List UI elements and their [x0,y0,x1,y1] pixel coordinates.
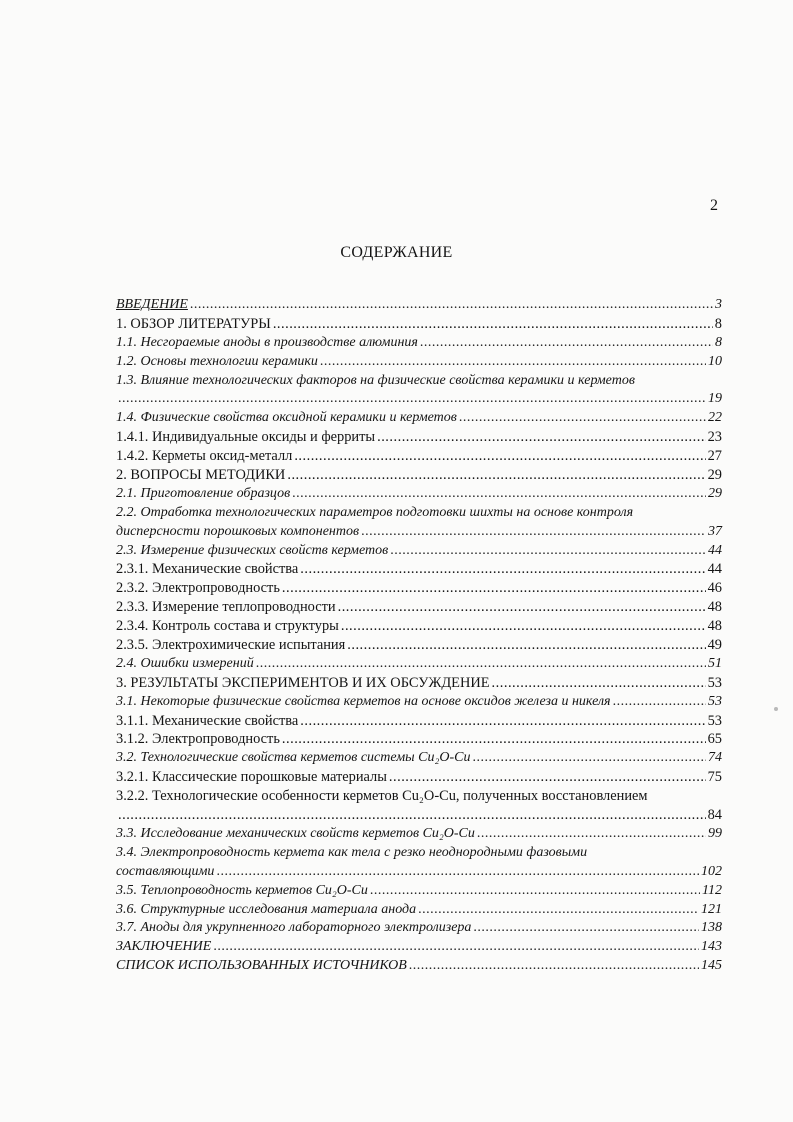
toc-entry-page: 75 [707,769,722,786]
toc-leader-dots [347,636,705,655]
toc-entry-label: ВВЕДЕНИЕ [116,297,188,312]
toc-leader-dots [292,485,706,504]
toc-leader-dots [338,598,706,617]
toc-entry-label: 2.3.4. Контроль состава и структуры [116,618,339,635]
toc-leader-dots [613,693,706,712]
toc-leader-dots [256,655,706,674]
toc-entry-page: 46 [707,580,722,597]
toc-entry-page: 22 [708,410,722,426]
page-number: 2 [710,197,718,214]
toc-entry [116,617,722,636]
toc-entry-label: 3.4. Электропроводность кермета как тела с резко неоднородными фазовыми [116,844,588,860]
toc-entry [116,844,722,863]
toc-entry-page: 143 [701,939,722,955]
toc-leader-dots [389,768,706,787]
toc-entry [116,315,722,334]
toc-entry [116,598,722,617]
toc-entry-label: 1. ОБЗОР ЛИТЕРАТУРЫ [116,315,271,332]
toc-leader-dots [118,390,706,409]
toc-leader-dots [118,806,706,825]
toc-entry [116,485,722,504]
toc-leader-dots [361,523,706,542]
toc-entry-page: 23 [707,429,722,446]
toc-entry [116,901,722,920]
toc-entry-label: 3.2. Технологические свойства керметов системы Cu₂O-Cu [116,750,471,766]
toc-entry-label: 2.3.2. Электропроводность [116,580,280,597]
toc-entry [116,825,722,844]
toc-entry-page: 29 [707,467,722,484]
toc-entry-label: 3.2.2. Технологические особенности керметов Cu₂O-Cu, полученных восстановлением [116,788,648,805]
toc-entry [116,863,722,882]
toc-leader-dots [273,315,713,334]
toc-entry [116,353,722,372]
toc-entry-label: 2.3. Измерение физических свойств керметов [116,542,389,558]
toc-entry-page: 84 [707,807,722,824]
toc-entry [116,466,722,485]
toc-entry-label: 2.4. Ошибки измерений [116,655,254,671]
toc-entry-page: 51 [708,655,722,671]
toc-entry-page: 53 [707,674,722,691]
toc-entry [116,919,722,938]
toc-leader-dots [370,882,700,901]
toc-entry-label: 3.3. Исследование механических свойств керметов Cu₂O-Cu [116,825,475,841]
toc-entry [116,768,722,787]
toc-entry-page: 112 [702,882,722,898]
toc-entry-label: 2.2. Отработка технологических параметров подготовки шихты на основе контроля [116,504,634,520]
toc-entry [116,579,722,598]
toc-entry-label: составляющими [116,863,215,879]
toc-entry-page: 99 [708,825,722,841]
toc-entry [116,504,722,523]
toc-leader-dots [420,334,713,353]
toc-leader-dots [213,938,699,957]
toc-entry-label: 3.5. Теплопроводность керметов Cu₂O-Cu [116,882,368,898]
toc-entry [116,560,722,579]
toc-entry [116,938,722,957]
toc-leader-dots [282,730,706,749]
toc-entry-page: 44 [708,542,722,558]
toc-entry [116,655,722,674]
toc-leader-dots [390,542,706,561]
toc-entry [116,428,722,447]
toc-entry [116,693,722,712]
toc-entry-label: 3.6. Структурные исследования материала анода [116,901,417,917]
toc-entry [116,372,722,391]
toc-entry-label: 3.1.1. Механические свойства [116,712,299,729]
toc-entry-page: 8 [714,315,722,332]
toc-entry-label: 1.4. Физические свойства оксидной керамики и керметов [116,410,457,426]
toc-entry [116,749,722,768]
toc-entry-page: 44 [707,561,722,578]
toc-entry [116,787,722,806]
toc-leader-dots [190,296,713,315]
toc-entry-label: 2.3.3. Измерение теплопроводности [116,599,336,616]
toc-entry-label: 3.1.2. Электропроводность [116,731,280,748]
toc-entry-page: 48 [707,618,722,635]
toc-entry-page: 37 [708,523,722,539]
toc-entry-label: СПИСОК ИСПОЛЬЗОВАННЫХ ИСТОЧНИКОВ [116,958,407,974]
toc-entry [116,957,722,976]
toc-entry [116,523,722,542]
toc-entry [116,882,722,901]
toc-entry-label: 2.1. Приготовление образцов [116,485,291,501]
toc-entry [116,806,722,825]
toc-leader-dots [341,617,706,636]
toc-entry-page: 138 [701,920,722,936]
toc-leader-dots [418,901,699,920]
toc-entry-page: 49 [707,637,722,654]
toc-entry [116,390,722,409]
toc-entry-label: 2. ВОПРОСЫ МЕТОДИКИ [116,467,286,484]
toc-entry-page: 102 [701,863,722,879]
toc-entry-page: 19 [708,391,722,407]
toc-leader-dots [287,466,705,485]
toc-entry-page: 53 [707,712,722,729]
toc-leader-dots [216,863,699,882]
toc-leader-dots [377,428,706,447]
toc-entry-page: 27 [707,448,722,465]
toc-leader-dots [473,919,699,938]
toc-entry-label: 1.2. Основы технологии керамики [116,353,318,369]
toc-entry [116,409,722,428]
toc-leader-dots [409,957,699,976]
toc-entry-page: 3 [715,297,722,312]
toc-leader-dots [282,579,706,598]
toc-entry-label: 3.2.1. Классические порошковые материалы [116,769,387,786]
toc-entry [116,542,722,561]
scan-speck [774,707,778,711]
toc-leader-dots [459,409,706,428]
toc-leader-dots [477,825,706,844]
toc-entry [116,636,722,655]
toc-entry-label: ЗАКЛЮЧЕНИЕ [116,939,212,955]
toc-leader-dots [300,712,705,731]
toc-leader-dots [294,447,705,466]
toc-entry [116,447,722,466]
toc-entry-label: 2.3.5. Электрохимические испытания [116,637,346,654]
toc-entry [116,712,722,731]
toc-entry-page: 65 [707,731,722,748]
toc-entry [116,334,722,353]
toc-leader-dots [320,353,706,372]
toc-entry-page: 53 [708,693,722,709]
toc-entry [116,730,722,749]
toc-entry [116,674,722,693]
toc-entry-page: 8 [715,334,722,350]
toc-entry-label: 1.4.2. Керметы оксид-металл [116,448,293,465]
toc-entry-label: 1.1. Несгораемые аноды в производстве алюминия [116,334,418,350]
toc-entry-label: 1.3. Влияние технологических факторов на физические свойства керамики и керметов [116,372,635,388]
toc-entry-label: 3.7. Аноды для укрупненного лабораторного электролизера [116,920,472,936]
toc-entry-label: 2.3.1. Механические свойства [116,561,299,578]
toc-entry-page: 48 [707,599,722,616]
toc-entry-label: 1.4.1. Индивидуальные оксиды и ферриты [116,429,376,446]
toc-entry-page: 10 [708,353,722,369]
toc-entry-page: 29 [708,485,722,501]
toc-entry-page: 121 [701,901,722,917]
toc-leader-dots [492,674,706,693]
toc-entry-page: 74 [708,750,722,766]
toc-entry-label: 3. РЕЗУЛЬТАТЫ ЭКСПЕРИМЕНТОВ И ИХ ОБСУЖДЕНИЕ [116,674,490,691]
toc-entry-page: 145 [701,958,722,974]
toc-entry [116,296,722,315]
toc-entry-label: дисперсности порошковых компонентов [116,523,360,539]
toc-title: СОДЕРЖАНИЕ [340,244,453,261]
toc-leader-dots [472,749,706,768]
toc-entry-label: 3.1. Некоторые физические свойства керметов на основе оксидов железа и никеля [116,693,611,709]
table-of-contents [116,296,722,976]
toc-leader-dots [300,560,705,579]
